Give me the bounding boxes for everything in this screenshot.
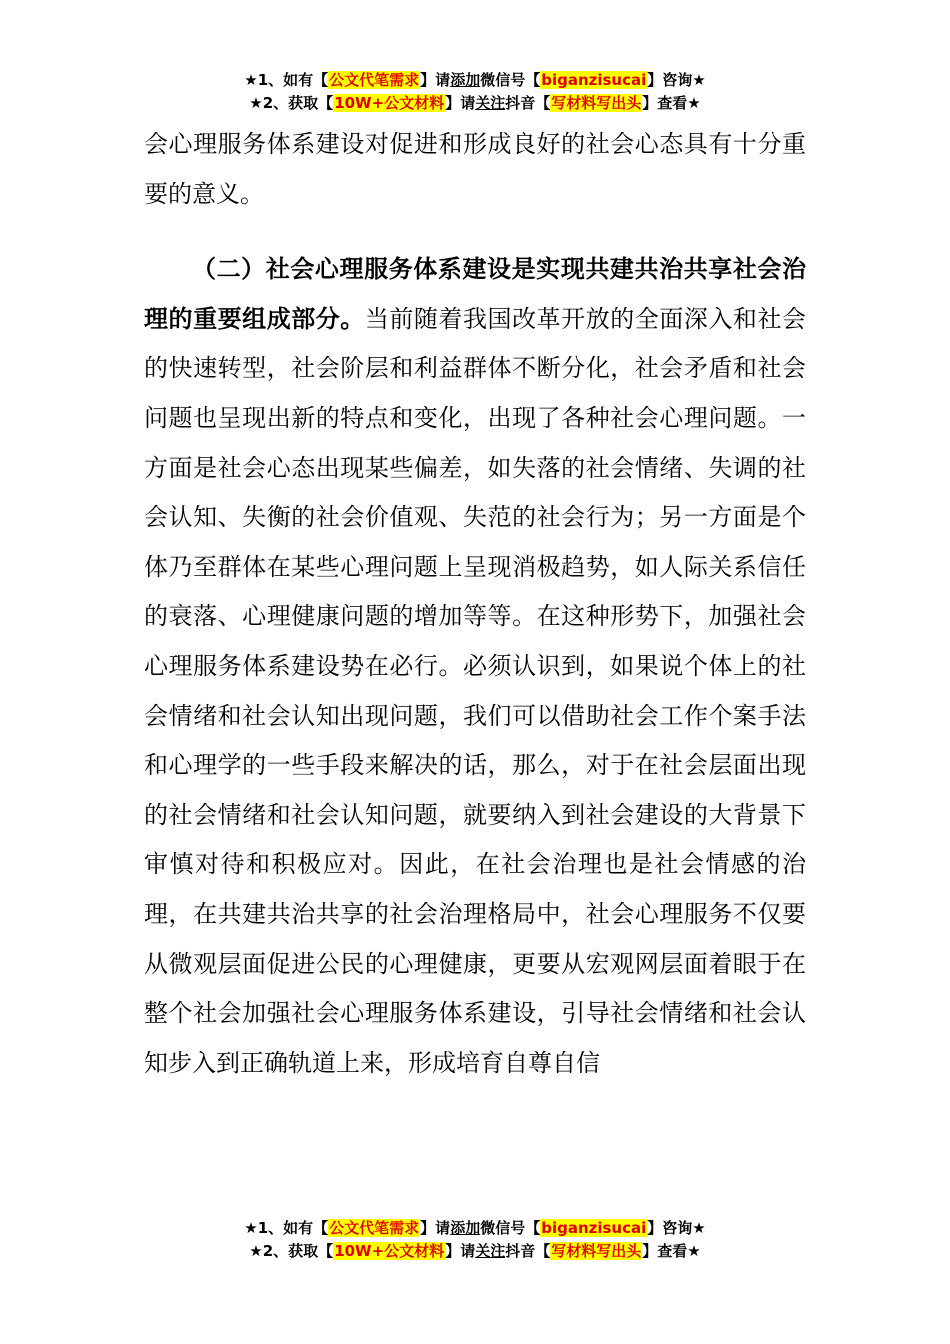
highlight-wechat-id: biganzisucai	[541, 1219, 647, 1237]
document-body	[144, 120, 806, 1088]
highlight-materials: 10W+公文材料	[334, 1242, 445, 1260]
highlight-douyin-account: 写材料写出头	[551, 94, 642, 112]
highlight-writing-service: 公文代笔需求	[329, 71, 420, 89]
banner-line-2: ★2、获取【10W+公文材料】请关注抖音【写材料写出头】查看★	[249, 1242, 701, 1260]
footer-banner	[0, 1217, 950, 1263]
highlight-wechat-id: biganzisucai	[541, 71, 647, 89]
paragraph-continuation: 会心理服务体系建设对促进和形成良好的社会心态具有十分重要的意义。	[144, 130, 806, 208]
banner-line-2: ★2、获取【10W+公文材料】请关注抖音【写材料写出头】查看★	[249, 94, 701, 112]
section-heading: （二）社会心理服务体系建设是实现共建共治共享社会治理的重要组成部分。	[144, 255, 806, 333]
section-text: 当前随着我国改革开放的全面深入和社会的快速转型，社会阶层和利益群体不断分化，社会矛盾和社会问题也呈现出新的特点和变化，出现了各种社会心理问题。一方面是社会心态出现某些偏差，如失落的社会情绪、失调的社会认知、失衡的社会价值观、失范的社会行为；另一方面是个体乃至群体在某些心理问题上呈现消极趋势，如人际关系信任的衰落、心理健康问题的增加等等。在这种形势下，加强社会心理服务体系建设势在必行。必须认识到，如果说个体上的社会情绪和社会认知出现问题，我们可以借助社会工作个案手法和心理学的一些手段来解决的话，那么，对于在社会层面出现的社会情绪和社会认知问题，就要纳入到社会建设的大背景下审慎对待和积极应对。因此，在社会治理也是社会情感的治理，在共建共治共享的社会治理格局中，社会心理服务不仅要从微观层面促进公民的心理健康，更要从宏观网层面着眼于在整个社会加强社会心理服务体系建设，引导社会情绪和社会认知步入到正确轨道上来，形成培育自尊自信	[144, 304, 807, 1077]
header-banner	[0, 69, 950, 115]
highlight-douyin-account: 写材料写出头	[551, 1242, 642, 1260]
highlight-writing-service: 公文代笔需求	[329, 1219, 420, 1237]
banner-line-1: ★1、如有【公文代笔需求】请添加微信号【biganzisucai】咨询★	[244, 71, 706, 89]
banner-line-1: ★1、如有【公文代笔需求】请添加微信号【biganzisucai】咨询★	[244, 1219, 706, 1237]
paragraph-section-2	[144, 245, 806, 1088]
highlight-materials: 10W+公文材料	[334, 94, 445, 112]
